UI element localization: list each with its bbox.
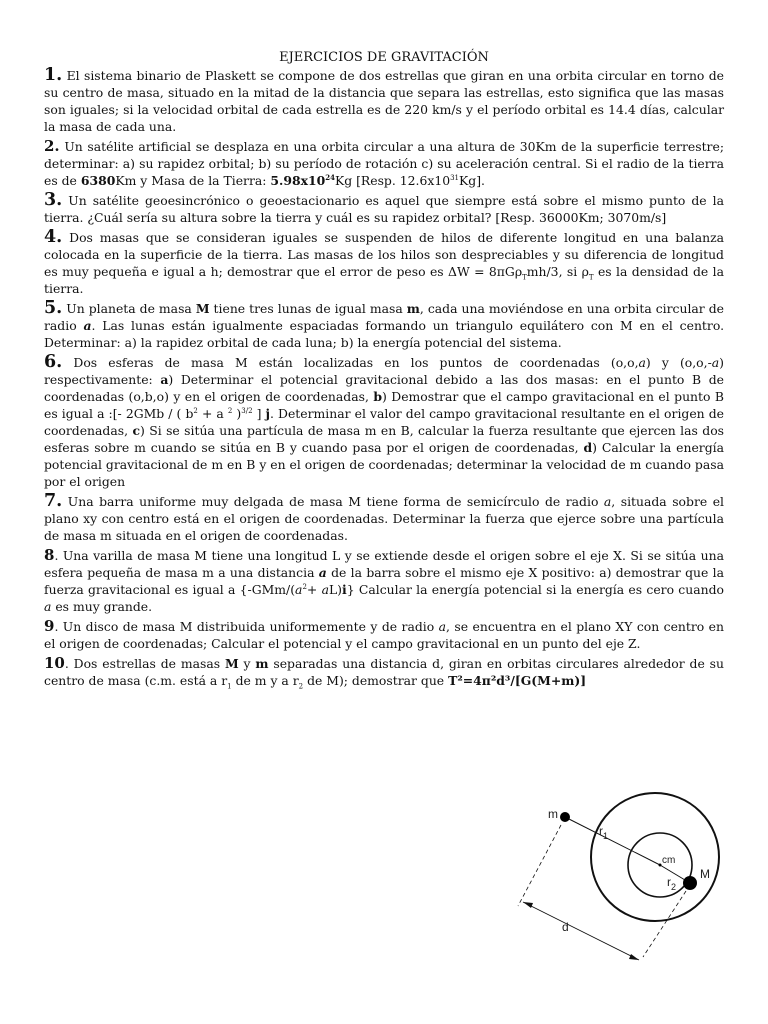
label-r1	[599, 824, 608, 841]
problem-text: , cada una moviéndose en una orbita circular de radio	[44, 301, 724, 333]
problem-text: de la barra sobre el mismo eje X positivo: a) demostrar que la fuerza gravitacional es igual a {-GMm/(	[44, 565, 724, 597]
bold-symbol: m	[406, 301, 420, 316]
part-letter: d	[583, 440, 593, 455]
bold-symbol: m	[255, 656, 269, 671]
problem-text: . Dos estrellas de masas	[64, 656, 225, 671]
binary-star-diagram	[505, 790, 745, 970]
subscript: 1	[227, 682, 232, 691]
label-r2-main: r	[667, 875, 671, 889]
r1-line	[565, 817, 660, 865]
problem-text: . Determinar el valor del campo gravitacional resultante en el origen de coordenadas,	[44, 406, 724, 438]
italic-symbol: a	[44, 599, 52, 614]
exponent: 24	[325, 172, 335, 182]
label-r2-sub: 2	[671, 882, 677, 892]
problem-number: 4.	[44, 227, 63, 247]
subscript: T	[588, 273, 594, 282]
part-letter: a	[160, 372, 169, 387]
label-r1-main: r	[599, 824, 603, 838]
extension-line-m	[518, 825, 561, 906]
problem-text: L)	[328, 582, 343, 597]
problem-text: . Las lunas están igualmente espaciadas formando un triangulo equilátero con M en el centro. Determinar: a) la rapidez orbital de cada luna; b) la energía potencial del sistema.	[44, 318, 725, 350]
problem-text: ) Determinar el potencial gravitacional debido a las dos masas: en el punto B de coordenadas (o,b,o) y en el origen de coordenadas,	[44, 372, 724, 404]
bold-symbol: a	[318, 565, 327, 580]
exponent: 3/2	[241, 406, 253, 415]
problem-text: ) y (o,o,-	[645, 355, 712, 370]
italic-symbol: a	[295, 582, 303, 597]
label-cm: cm	[662, 855, 676, 866]
d-arrowhead-left	[523, 902, 533, 908]
problem-number: 5.	[44, 298, 63, 318]
problem-number: 8	[44, 546, 55, 564]
problem-8	[44, 547, 724, 615]
exponent: 31	[450, 173, 460, 182]
problem-text: Dos esferas de masa M están localizadas en los puntos de coordenadas (o,o,	[62, 355, 639, 370]
problem-text: ]	[252, 406, 266, 421]
orbit-m-circle	[591, 793, 719, 921]
label-m: m	[548, 807, 558, 821]
problem-1	[44, 67, 724, 135]
problem-text: ) respectivamente:	[44, 355, 724, 387]
bold-symbol: a	[83, 318, 92, 333]
problem-4	[44, 229, 724, 297]
exponent: 2	[302, 582, 307, 591]
problem-text: es muy grande.	[51, 599, 153, 614]
problem-10	[44, 655, 724, 689]
problem-number: 3.	[44, 190, 63, 210]
problem-text: Un satélite geoesincrónico o geoestacionario es aquel que siempre está sobre el mismo punto de la tierra. ¿Cuál sería su altura sobre la tierra y cuál es su rapidez orbital? [Resp. 36000Km; 3070m/s]	[44, 193, 724, 225]
unit-vector: j	[265, 406, 271, 421]
problem-number: 9	[44, 617, 55, 635]
problem-number: 1.	[44, 65, 63, 85]
problem-text: Kg [Resp. 12.6x10	[334, 173, 451, 188]
problem-text: Dos masas que se consideran iguales se suspenden de hilos de diferente longitud en una balanza colocada en la superficie de la tierra. Las masas de los hilos son despreciables y su diferencia de longitud es muy pequeña e igual a h; demostrar que el error de peso es ΔW = 8πGρ	[44, 230, 724, 279]
problem-text: } Calcular la energía potencial si la energía es cero cuando	[346, 582, 724, 597]
problem-text: . Un disco de masa M distribuida uniformemente y de radio	[54, 619, 439, 634]
problem-text: de m y a r	[231, 673, 299, 688]
problem-text: Un planeta de masa	[62, 301, 196, 316]
bold-symbol: M	[195, 301, 210, 316]
italic-symbol: a	[711, 355, 720, 370]
label-r1-sub: 1	[603, 831, 609, 841]
earth-radius: 6380	[80, 173, 116, 188]
problem-number: 10	[44, 654, 65, 672]
problem-text: Una barra uniforme muy delgada de masa M tiene forma de semicírculo de radio	[62, 494, 604, 509]
problem-text: separadas una distancia d, giran en orbitas circulares alrededor de su centro de masa (c.m. está a r	[44, 656, 724, 688]
problem-7	[44, 493, 724, 544]
problem-text: y	[238, 656, 256, 671]
exponent: 2	[193, 406, 198, 415]
italic-symbol: a	[638, 355, 646, 370]
italic-symbol: a	[438, 619, 447, 634]
problem-text: ) Si se sitúa una partícula de masa m en B, calcular la fuerza resultante que ejercen las dos esferas sobre m cuando se sitúa en B y cuando pasa por el origen de coordenadas,	[44, 423, 725, 455]
problem-text: + a	[197, 406, 228, 421]
problem-text: Km y Masa de la Tierra:	[115, 173, 271, 188]
extension-line-M	[643, 891, 686, 957]
unit-vector: i	[342, 582, 347, 597]
label-d: d	[562, 920, 569, 934]
part-letter: b	[373, 389, 383, 404]
star-m	[560, 812, 570, 822]
part-letter: c	[132, 423, 140, 438]
problem-text: )	[232, 406, 242, 421]
problem-text: ) Demostrar que el campo gravitacional en el punto B es igual a :[- 2GMb / ( b	[44, 389, 724, 421]
page-title: EJERCICIOS DE GRAVITACIÓN	[279, 50, 489, 65]
period-formula: T²=4π²d³/[G(M+m)]	[448, 673, 587, 688]
problem-text: +	[306, 582, 322, 597]
subscript: 2	[298, 682, 304, 691]
problem-number: 6.	[44, 352, 63, 372]
problem-6	[44, 354, 724, 490]
problem-number: 2.	[44, 137, 60, 155]
problem-text: tiene tres lunas de igual masa	[209, 301, 407, 316]
italic-symbol: a	[603, 494, 612, 509]
problem-text: El sistema binario de Plaskett se compone de dos estrellas que giran en una orbita circular en torno de su centro de masa, situado en la mitad de la distancia que separa las estrellas, esto significa que las masas son iguales; si la velocidad orbital de cada estrella es de 220 km/s y el período orbital es 14.4 días, calcular la masa de cada una.	[44, 68, 724, 134]
problem-number: 7.	[44, 491, 63, 511]
bold-symbol: M	[224, 656, 239, 671]
problem-text: de M); demostrar que	[303, 673, 449, 688]
problem-text: Un satélite artificial se desplaza en una orbita circular a una altura de 30Km de la superficie terrestre; determinar: a) su rapidez orbital; b) su período de rotación c) su aceleración central. Si el radio de la tierra es de	[44, 139, 724, 188]
problem-text: , situada sobre el plano xy con centro está en el origen de coordenadas. Determinar la fuerza que ejerce sobre una partícula de masa m situada en el origen de coordenadas.	[44, 494, 724, 543]
problem-3	[44, 192, 724, 226]
problem-text: ) Calcular la energía potencial gravitacional de m en B y en el origen de coordenadas; determinar la velocidad de m cuando pasa por el origen	[44, 440, 724, 489]
italic-symbol: a	[321, 582, 329, 597]
earth-mass: 5.98x10	[270, 173, 326, 188]
d-arrowhead-right	[629, 954, 639, 960]
label-M: M	[700, 867, 710, 881]
problem-text: , se encuentra en el plano XY con centro en el origen de coordenadas; Calcular el potencial y el campo gravitacional en un punto del eje Z.	[44, 619, 724, 651]
exercise-sheet	[44, 49, 724, 692]
problem-2	[44, 138, 724, 189]
problem-5	[44, 300, 724, 351]
exponent: 2	[227, 406, 233, 415]
problem-text: . Una varilla de masa M tiene una longitud L y se extiende desde el origen sobre el eje X. Si se sitúa una esfera pequeña de masa m a una distancia	[44, 548, 724, 580]
problem-text: Kg].	[459, 173, 485, 188]
label-r2	[667, 875, 676, 892]
subscript: T	[522, 273, 527, 282]
problem-text: mh/3, si ρ	[526, 264, 589, 279]
star-M	[683, 876, 697, 890]
problem-9	[44, 618, 724, 652]
problem-text: es la densidad de la tierra.	[44, 264, 725, 296]
